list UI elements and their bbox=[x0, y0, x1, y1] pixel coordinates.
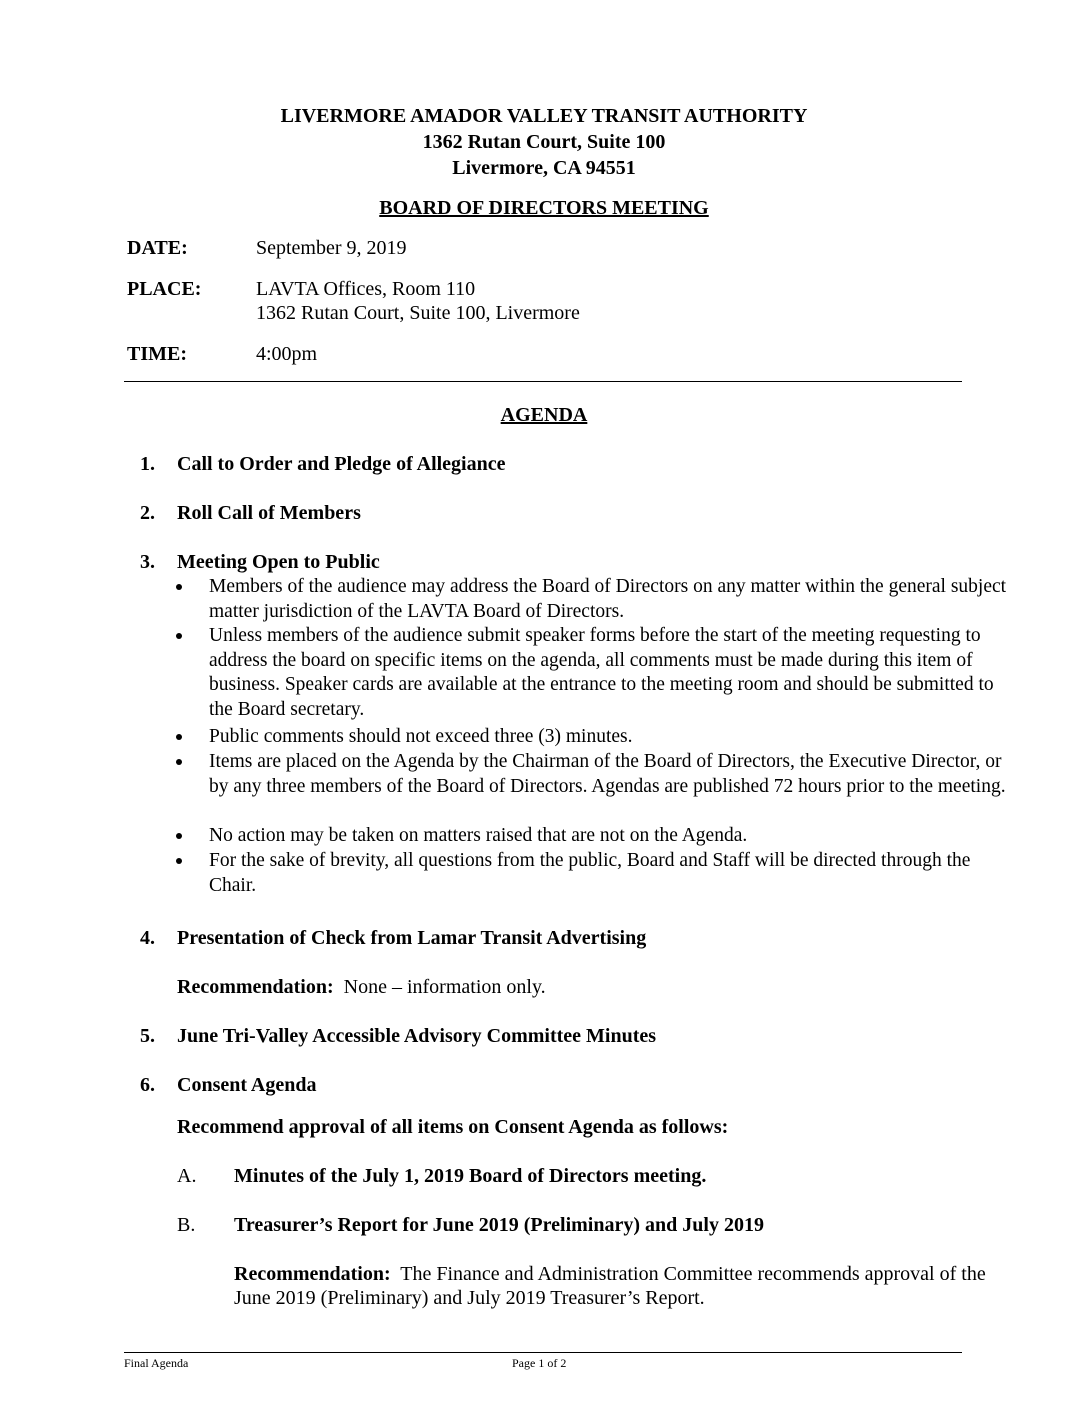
bullet-icon bbox=[176, 584, 182, 590]
item-4-number: 4. bbox=[140, 927, 155, 949]
consent-item-a-title: Minutes of the July 1, 2019 Board of Directors meeting. bbox=[234, 1165, 707, 1187]
item-3-title: Meeting Open to Public bbox=[177, 551, 380, 573]
item-5-title: June Tri-Valley Accessible Advisory Committee Minutes bbox=[177, 1025, 657, 1047]
list-item: Public comments should not exceed three (3) minutes. bbox=[209, 726, 633, 747]
consent-item-a-letter: A. bbox=[177, 1165, 197, 1187]
org-name: LIVERMORE AMADOR VALLEY TRANSIT AUTHORITY bbox=[280, 105, 808, 127]
list-item: Members of the audience may address the Board of Directors on any matter within the general subject matter jurisdiction of the LAVTA Board of Directors. bbox=[209, 576, 1007, 622]
item-6-title: Consent Agenda bbox=[177, 1074, 317, 1096]
bullet-icon bbox=[176, 759, 182, 765]
bullet-icon bbox=[176, 833, 182, 839]
consent-item-b-recommendation bbox=[234, 1262, 994, 1310]
meeting-title: BOARD OF DIRECTORS MEETING bbox=[379, 197, 709, 219]
org-address-line2: Livermore, CA 94551 bbox=[452, 157, 636, 179]
page-number: Page 1 of 2 bbox=[512, 1356, 567, 1370]
place-label: PLACE: bbox=[127, 278, 202, 300]
item-4-recommendation bbox=[177, 975, 546, 999]
list-item: For the sake of brevity, all questions from the public, Board and Staff will be directed through the Chair. bbox=[209, 850, 971, 896]
item-5-number: 5. bbox=[140, 1025, 155, 1047]
bullet-icon bbox=[176, 734, 182, 740]
date-label: DATE: bbox=[127, 237, 188, 259]
footer-divider bbox=[124, 1352, 962, 1353]
time-label: TIME: bbox=[127, 343, 187, 365]
item-1-title: Call to Order and Pledge of Allegiance bbox=[177, 453, 506, 475]
item-3-number: 3. bbox=[140, 551, 155, 573]
consent-item-b-title: Treasurer’s Report for June 2019 (Preliminary) and July 2019 bbox=[234, 1214, 764, 1236]
bullet-icon bbox=[176, 858, 182, 864]
recommendation-label: Recommendation: bbox=[177, 976, 334, 998]
consent-item-b-letter: B. bbox=[177, 1214, 196, 1236]
recommendation-text: None – information only. bbox=[343, 976, 546, 998]
item-6-number: 6. bbox=[140, 1074, 155, 1096]
agenda-title: AGENDA bbox=[500, 404, 588, 426]
list-item: Unless members of the audience submit speaker forms before the start of the meeting requesting to address the board on specific items on the agenda, all comments must be made during this item of business. Speaker cards are available at the entrance to the meeting room and should be submitted to the Board secretary. bbox=[209, 625, 994, 720]
header-divider bbox=[124, 381, 962, 382]
item-1-number: 1. bbox=[140, 453, 155, 475]
consent-intro: Recommend approval of all items on Consent Agenda as follows: bbox=[177, 1116, 729, 1138]
bullet-icon bbox=[176, 633, 182, 639]
footer-left: Final Agenda bbox=[124, 1356, 189, 1370]
item-2-title: Roll Call of Members bbox=[177, 502, 361, 524]
date-value: September 9, 2019 bbox=[256, 237, 407, 259]
place-value-line1: LAVTA Offices, Room 110 bbox=[256, 278, 476, 300]
org-address-line1: 1362 Rutan Court, Suite 100 bbox=[422, 131, 666, 153]
place-value-line2: 1362 Rutan Court, Suite 100, Livermore bbox=[256, 302, 580, 324]
recommendation-label: Recommendation: bbox=[234, 1263, 391, 1285]
time-value: 4:00pm bbox=[256, 343, 318, 365]
item-4-title: Presentation of Check from Lamar Transit Advertising bbox=[177, 927, 647, 949]
recommendation-text: The Finance and Administration Committee recommends approval of the June 2019 (Preliminary) and July 2019 Treasurer’s Report. bbox=[234, 1263, 986, 1309]
list-item: Items are placed on the Agenda by the Chairman of the Board of Directors, the Executive Director, or by any three members of the Board of Directors. Agendas are published 72 hours prior to the meeting. bbox=[209, 751, 1006, 797]
list-item: No action may be taken on matters raised that are not on the Agenda. bbox=[209, 825, 748, 846]
item-2-number: 2. bbox=[140, 502, 155, 524]
